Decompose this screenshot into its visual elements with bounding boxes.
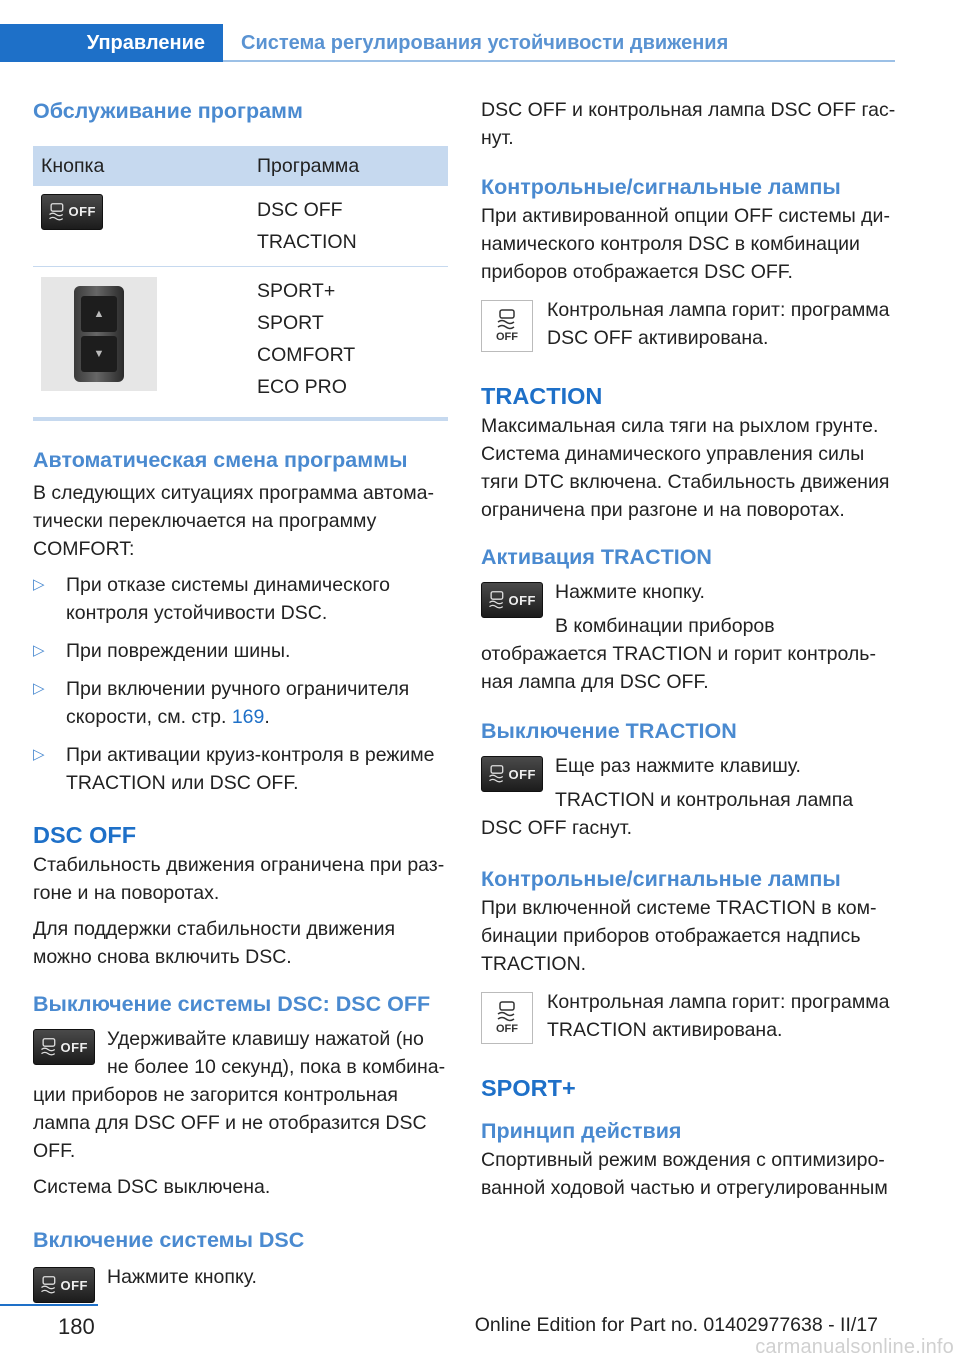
bullet-icon: ▷ <box>33 642 45 659</box>
sport-heading: SPORT+ <box>481 1075 576 1101</box>
traction-p1: Максимальная сила тяги на рыхлом грунте. Система динамического управления силы тяги DTC включена. Стабильность движения ограничена при разгоне и на поворотах. <box>481 415 890 521</box>
dsc-deact-p1: Удерживайте клавишу нажатой (но не более 10 секунд), пока в комбина-ции приборов не загорится контрольная лампа для DSC OFF и не отобразится DSC OFF. <box>33 1028 446 1162</box>
col-header-program: Программа <box>249 146 448 186</box>
list-item: ▷ При отказе системы динамического контроля устойчивости DSC. <box>33 571 449 627</box>
list-item: ▷ При активации круиз-контроля в режиме TRACTION или DSC OFF. <box>33 741 449 797</box>
list-item: ▷ При включении ручного ограничителя скорости, см. стр. 169. <box>33 675 449 731</box>
skid-car-icon <box>487 588 509 612</box>
program-sport-plus: SPORT+ <box>257 280 336 302</box>
arrow-down-icon: ▼ <box>93 348 105 360</box>
traction-on-p2: В комбинации приборов отображается TRACTION и горит контроль-ная лампа для DSC OFF. <box>481 615 876 693</box>
program-table <box>33 146 448 411</box>
col-header-button: Кнопка <box>33 146 249 186</box>
table-row <box>33 186 448 267</box>
lamps2-lamp-text: Контрольная лампа горит: программа TRACTION активирована. <box>547 991 890 1041</box>
footer-rule <box>0 1304 98 1306</box>
dsc-off-button-icon: OFF <box>33 1267 95 1303</box>
traction-off-p1: Еще раз нажмите клавишу. <box>555 755 801 777</box>
lamps1-p1: При активированной опции OFF системы ди-намического контроля DSC в комбинации приборов отображается DSC OFF. <box>481 205 890 283</box>
skid-car-icon <box>493 1001 521 1023</box>
skid-car-icon <box>47 200 69 224</box>
lamps1-lamp-text: Контрольная лампа горит: программа DSC OFF активирована. <box>547 299 890 349</box>
bullet-icon: ▷ <box>33 746 45 763</box>
dsc-off-p2: Для поддержки стабильности движения можно снова включить DSC. <box>33 918 396 968</box>
traction-on-heading: Активация TRACTION <box>481 545 712 569</box>
right-top-p: DSC OFF и контрольная лампа DSC OFF гас-нут. <box>481 99 896 149</box>
skid-car-icon <box>39 1035 61 1059</box>
program-eco-pro: ECO PRO <box>257 376 347 398</box>
auto-intro: В следующих ситуациях программа автома-тически переключается на программу COMFORT: <box>33 482 434 560</box>
page-ref-link[interactable]: 169 <box>231 706 265 728</box>
section-tab[interactable]: Управление <box>0 24 223 62</box>
sport-p1: Спортивный режим вождения с оптимизиро-ванной ходовой частью и отрегулированным <box>481 1149 888 1199</box>
program-sport: SPORT <box>257 312 324 334</box>
skid-car-icon <box>493 309 521 331</box>
dsc-off-heading: DSC OFF <box>33 822 137 848</box>
auto-heading: Автоматическая смена программы <box>33 448 408 472</box>
traction-on-p1: Нажмите кнопку. <box>555 581 705 603</box>
edition-note: Online Edition for Part no. 01402977638 - II/17 <box>474 1314 878 1336</box>
lamps1-heading: Контрольные/сигнальные лампы <box>481 175 841 199</box>
left-column <box>33 96 449 1307</box>
dsc-off-button-icon: OFF <box>481 756 543 792</box>
dsc-off-button-icon <box>41 194 103 230</box>
program-comfort: COMFORT <box>257 344 356 366</box>
right-column <box>481 96 897 1202</box>
button-off-label: OFF <box>68 204 96 219</box>
dsc-off-lamp-icon: OFF <box>481 300 533 352</box>
watermark: carmanualsonline.info <box>755 1336 954 1358</box>
dsc-act-heading: Включение системы DSC <box>33 1228 305 1252</box>
page-header <box>0 0 960 64</box>
skid-car-icon <box>487 762 509 786</box>
program-dsc-off: DSC OFF <box>257 199 343 221</box>
rocker-switch-image <box>41 277 157 391</box>
page-number: 180 <box>58 1314 95 1339</box>
lamps2-heading: Контрольные/сигнальные лампы <box>481 867 841 891</box>
traction-lamp-icon: OFF <box>481 992 533 1044</box>
table-bottom-rule <box>33 417 448 421</box>
auto-list <box>33 571 449 797</box>
rocker-switch-icon <box>74 286 124 382</box>
header-rule <box>223 60 895 62</box>
lamps2-p1: При включенной системе TRACTION в ком-бинации приборов отображается надпись TRACTION. <box>481 897 877 975</box>
table-title: Обслуживание программ <box>33 99 303 123</box>
traction-off-p2: TRACTION и контрольная лампа DSC OFF гаснут. <box>481 789 854 839</box>
list-item: ▷ При повреждении шины. <box>33 637 449 665</box>
dsc-deact-p2: Система DSC выключена. <box>33 1176 271 1198</box>
program-traction: TRACTION <box>257 231 357 253</box>
traction-off-heading: Выключение TRACTION <box>481 719 737 743</box>
breadcrumb[interactable]: Система регулирования устойчивости движения <box>241 32 729 54</box>
dsc-off-button-icon: OFF <box>481 582 543 618</box>
bullet-icon: ▷ <box>33 576 45 593</box>
dsc-act-p1: Нажмите кнопку. <box>107 1266 257 1288</box>
bullet-icon: ▷ <box>33 680 45 697</box>
dsc-off-p1: Стабильность движения ограничена при раз-гоне и на поворотах. <box>33 854 445 904</box>
arrow-up-icon: ▲ <box>93 308 105 320</box>
table-row <box>33 267 448 412</box>
traction-heading: TRACTION <box>481 383 603 409</box>
dsc-off-button-icon: OFF <box>33 1029 95 1065</box>
sport-sub-heading: Принцип действия <box>481 1119 682 1143</box>
skid-car-icon <box>39 1273 61 1297</box>
dsc-deact-heading: Выключение системы DSC: DSC OFF <box>33 992 431 1016</box>
